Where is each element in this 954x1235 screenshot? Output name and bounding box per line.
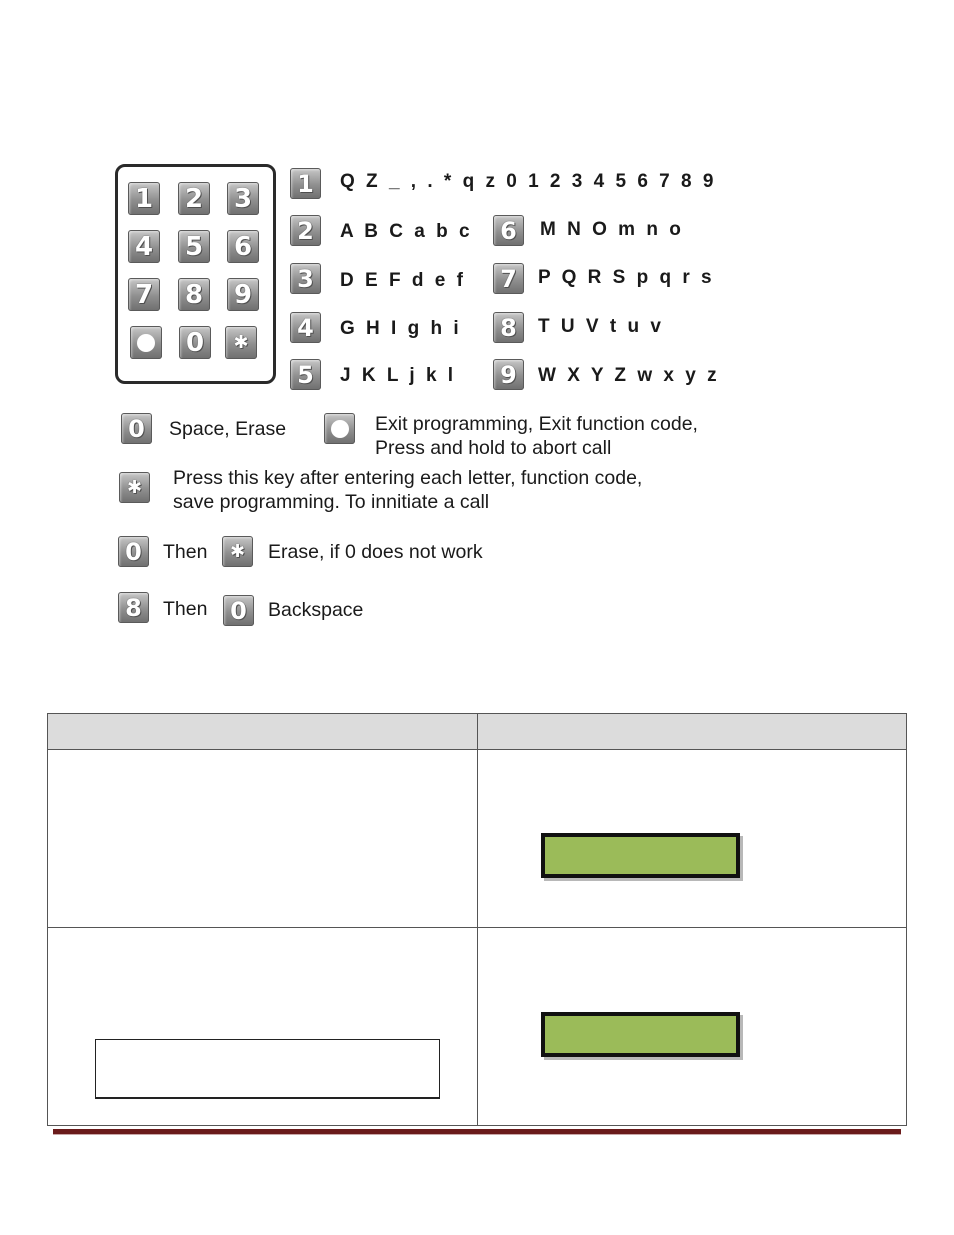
map-chars-6: M N O m n o <box>540 219 684 240</box>
footer-divider <box>53 1129 901 1135</box>
keypad-key-2[interactable]: 2 <box>178 182 210 215</box>
combo2-key-0: 0 <box>223 595 254 626</box>
lcd-display <box>541 1012 740 1057</box>
hash-icon: ✱ <box>233 332 249 353</box>
combo2-desc: Backspace <box>268 599 364 621</box>
star-icon <box>139 336 153 350</box>
lcd-display <box>541 833 740 878</box>
table-header-row <box>48 714 907 750</box>
table-header-right <box>478 714 907 750</box>
map-key-2: 2 <box>290 215 321 246</box>
input-box <box>95 1039 440 1099</box>
legend-hash-desc-line2: save programming. To innitiate a call <box>173 491 490 513</box>
star-icon <box>333 422 347 436</box>
keypad-key-star[interactable] <box>130 326 162 359</box>
combo1-then: Then <box>163 541 208 563</box>
keypad-key-3[interactable]: 3 <box>227 182 259 215</box>
map-key-6: 6 <box>493 215 524 246</box>
map-chars-1: Q Z _ , . * q z 0 1 2 3 4 5 6 7 8 9 <box>340 171 717 192</box>
map-chars-9: W X Y Z w x y z <box>538 365 720 386</box>
map-key-5: 5 <box>290 359 321 390</box>
keypad-key-6[interactable]: 6 <box>227 230 259 263</box>
map-key-9: 9 <box>493 359 524 390</box>
combo1-key-hash <box>222 536 253 567</box>
keypad-key-hash[interactable] <box>225 326 257 359</box>
table-cell <box>48 750 478 928</box>
legend-star-desc-line2: Press and hold to abort call <box>375 437 612 459</box>
combo2-key-8: 8 <box>118 592 149 623</box>
keypad-key-9[interactable]: 9 <box>227 278 259 311</box>
map-key-4: 4 <box>290 312 321 343</box>
legend-hash-desc-line1: Press this key after entering each letter, function code, <box>173 467 643 489</box>
legend-key-star <box>324 413 355 444</box>
table-row <box>48 750 907 928</box>
table-header-left <box>48 714 478 750</box>
combo2-then: Then <box>163 598 208 620</box>
map-chars-5: J K L j k l <box>340 365 457 386</box>
map-key-7: 7 <box>493 263 524 294</box>
combo1-desc: Erase, if 0 does not work <box>268 541 483 563</box>
keypad-key-7[interactable]: 7 <box>128 278 160 311</box>
map-key-8: 8 <box>493 312 524 343</box>
keypad-key-5[interactable]: 5 <box>178 230 210 263</box>
map-chars-4: G H I g h i <box>340 318 462 339</box>
keypad-key-8[interactable]: 8 <box>178 278 210 311</box>
hash-icon: ✱ <box>126 477 143 498</box>
map-chars-2: A B C a b c <box>340 221 473 242</box>
legend-key-hash <box>119 472 150 503</box>
map-chars-7: P Q R S p q r s <box>538 267 715 288</box>
keypad-key-0[interactable]: 0 <box>179 326 211 359</box>
legend-key-0: 0 <box>121 413 152 444</box>
legend-zero-desc: Space, Erase <box>169 418 287 440</box>
keypad-key-4[interactable]: 4 <box>128 230 160 263</box>
map-key-3: 3 <box>290 263 321 294</box>
hash-icon: ✱ <box>229 541 246 562</box>
legend-star-desc-line1: Exit programming, Exit function code, <box>375 413 698 435</box>
map-chars-3: D E F d e f <box>340 270 466 291</box>
map-chars-8: T U V t u v <box>538 316 664 337</box>
combo1-key-0: 0 <box>118 536 149 567</box>
map-key-1: 1 <box>290 168 321 199</box>
keypad-key-1[interactable]: 1 <box>128 182 160 215</box>
